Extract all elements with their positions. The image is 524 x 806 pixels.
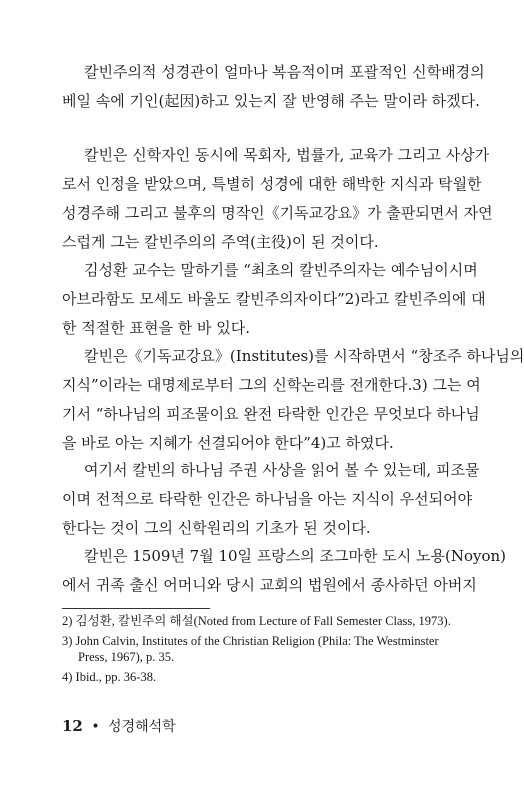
text-line: 베일 속에 기인(起因)하고 있는지 잘 반영해 주는 말이라 하겠다.	[62, 92, 480, 110]
text-line: 칼빈주의적 성경관이 얼마나 복음적이며 포괄적인 신학배경의	[84, 63, 485, 81]
paragraph-calvin-birth	[62, 542, 507, 600]
text-line: 에서 귀족 출신 어머니와 당시 교회의 법원에서 종사하던 아버지	[62, 576, 477, 594]
text-line: 성경주해 그리고 불후의 명작인《기독교강요》가 출판되면서 자연	[62, 204, 493, 222]
paragraph-calvinist-view	[62, 58, 485, 116]
paragraph-sovereignty	[62, 456, 480, 543]
text-line: 스럽게 그는 칼빈주의의 주역(主役)이 된 것이다.	[62, 233, 379, 251]
page-number: 12	[62, 717, 83, 735]
book-title: 성경해석학	[108, 719, 176, 735]
footnote-line: Press, 1967), p. 35.	[78, 650, 175, 664]
text-line: 칼빈은《기독교강요》(Institutes)를 시작하면서 “창조주 하나님의	[84, 347, 524, 365]
text-line: 김성환 교수는 말하기를 “최초의 칼빈주의자는 예수님이시며	[84, 261, 478, 279]
footnote-2	[62, 613, 472, 629]
footnote-line: 4) Ibid., pp. 36-38.	[62, 670, 157, 684]
footnote-line: 2) 김성환, 칼빈주의 해설(Noted from Lecture of Fall Semester Class, 1973).	[62, 614, 451, 628]
footnote-line: 3) John Calvin, Institutes of the Christian Religion (Phila: The Westminster	[62, 634, 439, 648]
text-line: 을 바로 아는 지혜가 선결되어야 한다”4)고 하였다.	[62, 434, 394, 452]
paragraph-institutes	[62, 342, 524, 458]
text-line: 로서 인정을 받았으며, 특별히 성경에 대한 해박한 지식과 탁월한	[62, 175, 482, 193]
text-line: 이며 전적으로 타락한 인간은 하나님을 아는 지식이 우선되어야	[62, 490, 473, 508]
text-line: 여기서 칼빈의 하나님 주권 사상을 읽어 볼 수 있는데, 피조물	[84, 461, 480, 479]
text-line: 지식”이라는 대명제로부터 그의 신학논리를 전개한다.3) 그는 여	[62, 376, 481, 394]
paragraph-kim-quote	[62, 256, 486, 343]
footer-bullet: •	[91, 719, 100, 735]
text-line: 칼빈은 1509년 7월 10일 프랑스의 조그마한 도시 노용(Noyon)	[84, 547, 507, 565]
text-line: 한다는 것이 그의 신학원리의 기초가 된 것이다.	[62, 519, 371, 537]
text-line: 칼빈은 신학자인 동시에 목회자, 법률가, 교육가 그리고 사상가	[84, 146, 490, 164]
text-line: 아브라함도 모세도 바울도 칼빈주의자이다”2)라고 칼빈주의에 대	[62, 290, 486, 308]
footnote-4	[62, 669, 472, 685]
text-line: 기서 “하나님의 피조물이요 완전 타락한 인간은 무엇보다 하나님	[62, 405, 480, 423]
text-line: 한 적절한 표현을 한 바 있다.	[62, 319, 250, 337]
paragraph-calvin-roles	[62, 141, 493, 257]
footnote-3	[62, 633, 472, 665]
footnote-divider	[62, 608, 210, 609]
page-footer	[62, 716, 176, 736]
